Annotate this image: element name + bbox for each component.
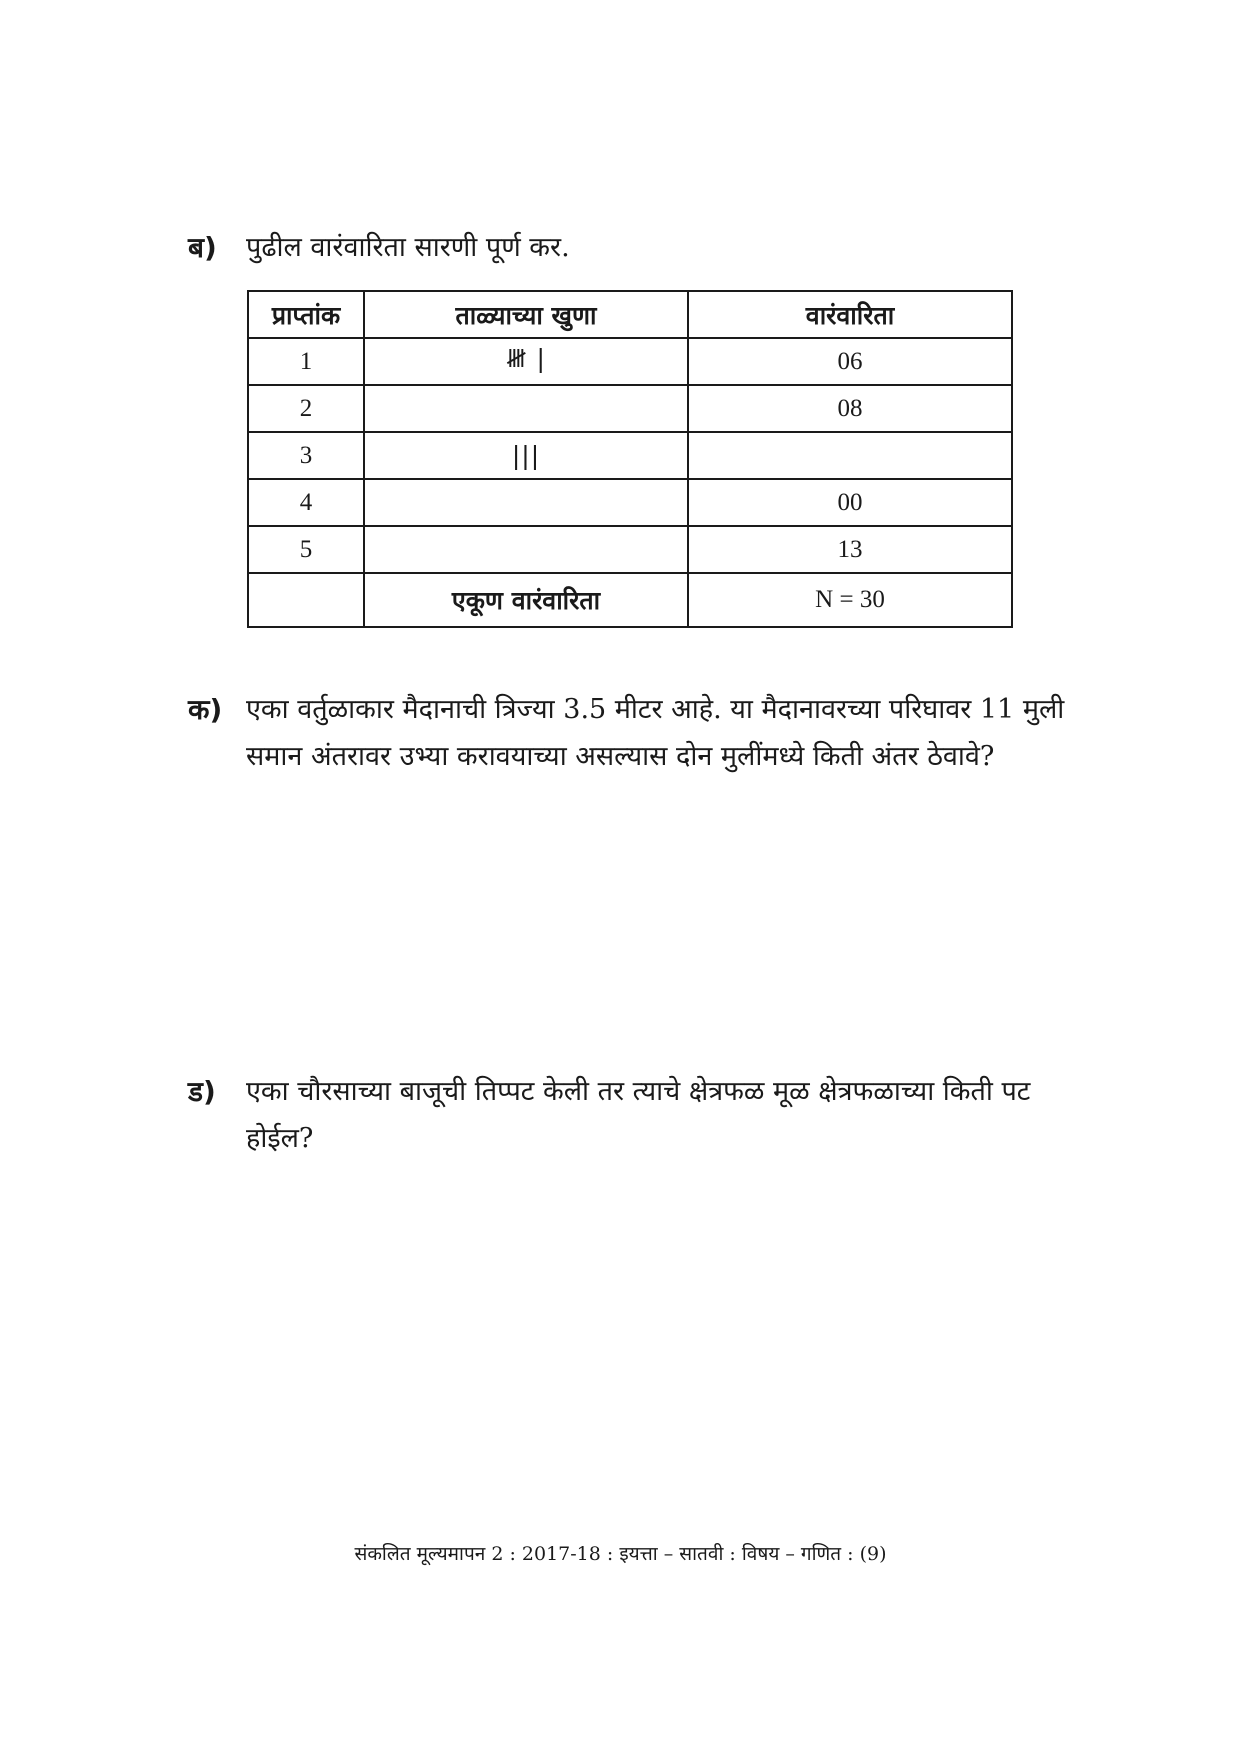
- header-score: प्राप्तांक: [248, 291, 364, 338]
- question-line: होईल?: [246, 1123, 314, 1154]
- table-row: [248, 526, 1012, 573]
- cell-frequency: 00: [688, 479, 1012, 526]
- total-value: N = 30: [688, 573, 1012, 627]
- question-d: [188, 1068, 1118, 1162]
- question-line: समान अंतरावर उभ्या करावयाच्या असल्यास दोन मुलींमध्ये किती अंतर ठेवावे?: [246, 741, 995, 772]
- cell-tally[interactable]: [364, 526, 688, 573]
- header-tally: ताळ्याच्या खुणा: [364, 291, 688, 338]
- question-line: पुढील वारंवारिता सारणी पूर्ण कर.: [246, 232, 570, 263]
- cell-tally[interactable]: [364, 479, 688, 526]
- question-marker: क): [188, 693, 223, 726]
- frequency-table: [247, 290, 1013, 628]
- question-marker: ब): [188, 231, 217, 264]
- table-row: [248, 338, 1012, 385]
- question-marker: ड): [188, 1075, 216, 1108]
- cell-frequency[interactable]: [688, 432, 1012, 479]
- table-row: [248, 432, 1012, 479]
- question-k: [188, 686, 1118, 780]
- cell-tally[interactable]: [364, 385, 688, 432]
- header-frequency: वारंवारिता: [688, 291, 1012, 338]
- cell-frequency: 13: [688, 526, 1012, 573]
- question-text: [246, 1068, 1118, 1162]
- table-row: [248, 479, 1012, 526]
- question-text: [246, 224, 1118, 271]
- cell-score: 5: [248, 526, 364, 573]
- cell-tally: 𝍸 |: [364, 338, 688, 385]
- page-footer: संकलित मूल्यमापन 2 : 2017-18 : इयत्ता – सातवी : विषय – गणित : (9): [354, 1543, 887, 1565]
- question-text: [246, 686, 1118, 780]
- cell-empty: [248, 573, 364, 627]
- cell-score: 2: [248, 385, 364, 432]
- cell-frequency: 08: [688, 385, 1012, 432]
- cell-score: 1: [248, 338, 364, 385]
- table-header-row: [248, 291, 1012, 338]
- cell-frequency: 06: [688, 338, 1012, 385]
- table-total-row: [248, 573, 1012, 627]
- question-line: एका चौरसाच्या बाजूची तिप्पट केली तर त्याचे क्षेत्रफळ मूळ क्षेत्रफळाच्या किती पट: [246, 1076, 1031, 1107]
- table-row: [248, 385, 1012, 432]
- total-label: एकूण वारंवारिता: [364, 573, 688, 627]
- cell-score: 4: [248, 479, 364, 526]
- cell-score: 3: [248, 432, 364, 479]
- question-b: [188, 224, 1118, 271]
- cell-tally: |||: [364, 432, 688, 479]
- question-line: एका वर्तुळाकार मैदानाची त्रिज्या 3.5 मीटर आहे. या मैदानावरच्या परिघावर 11 मुली: [246, 694, 1065, 725]
